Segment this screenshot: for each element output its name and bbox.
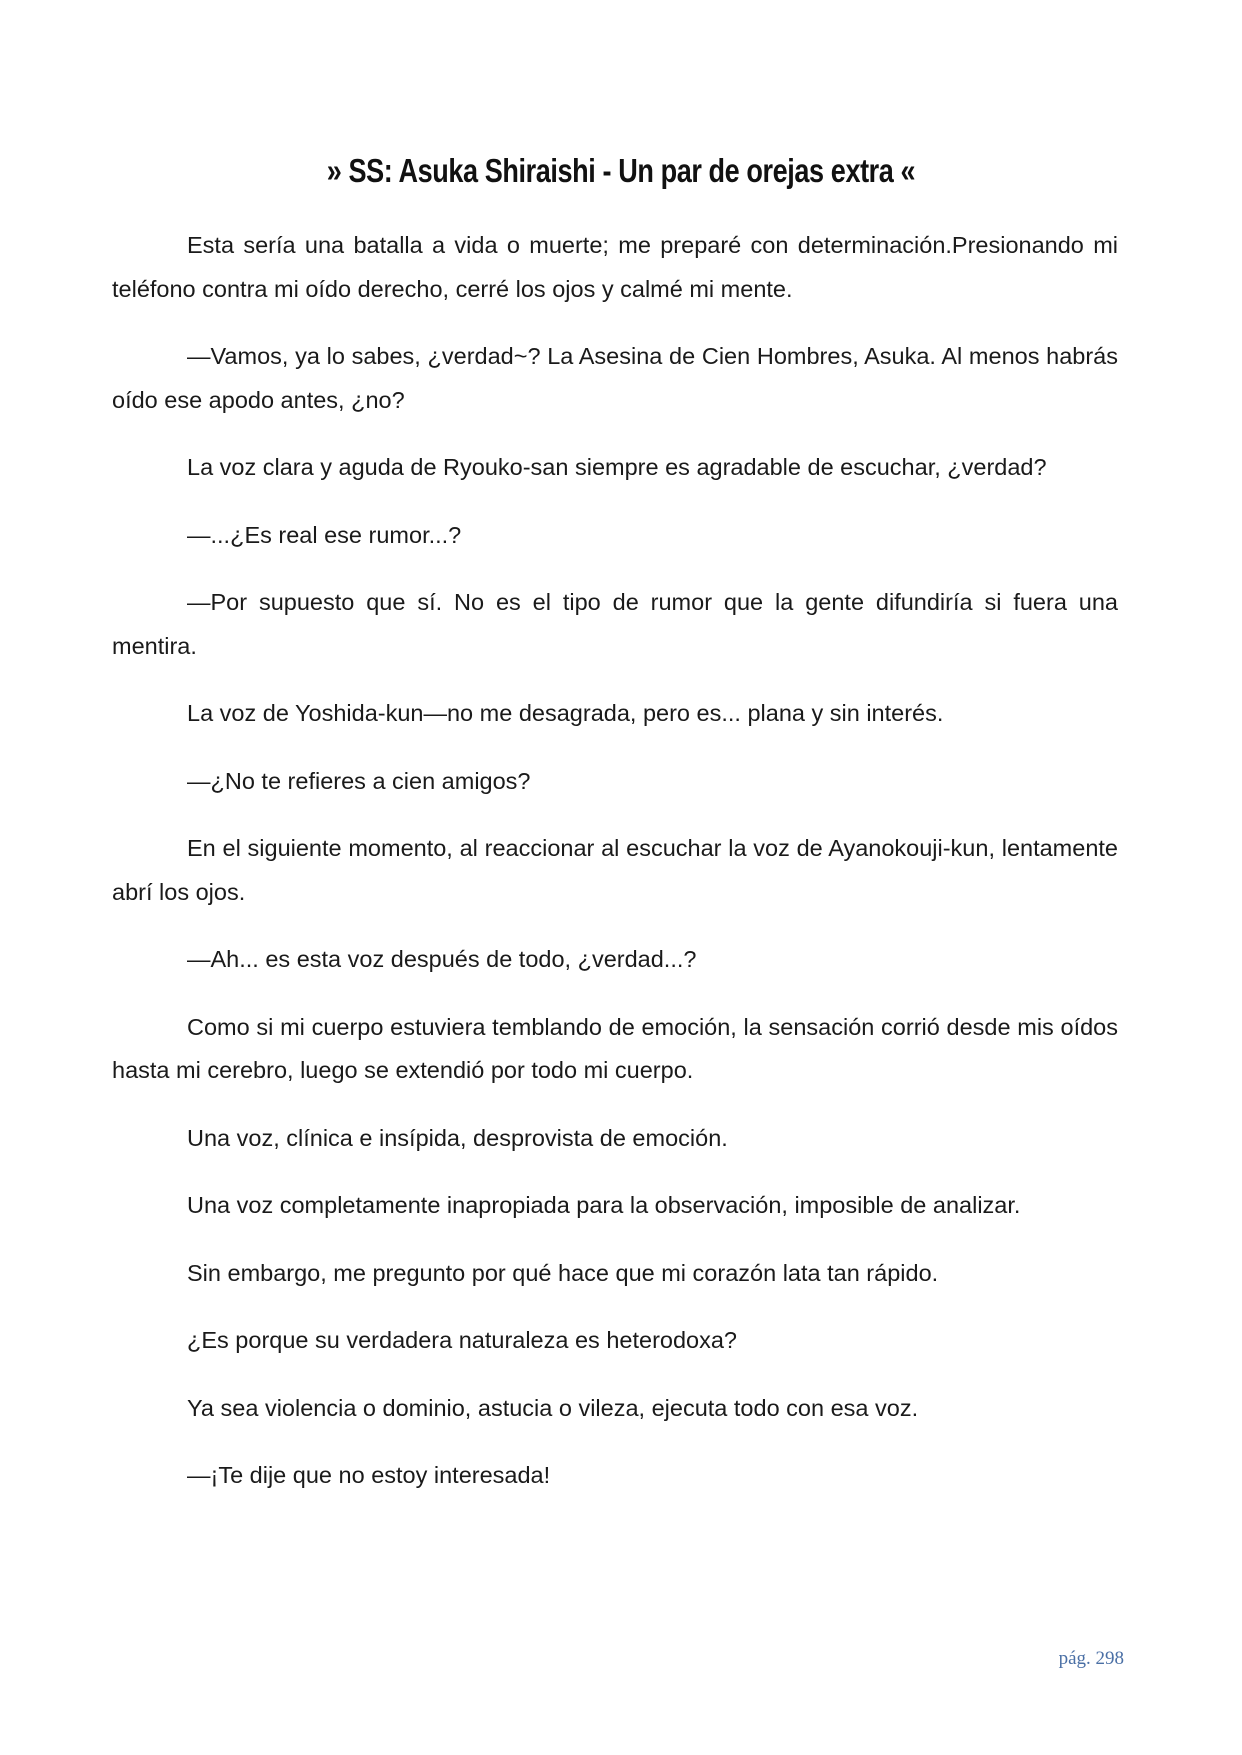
page-number: pág. 298 xyxy=(1058,1648,1124,1669)
paragraph: La voz de Yoshida-kun—no me desagrada, pero es... plana y sin interés. xyxy=(187,700,944,726)
paragraph: ¿Es porque su verdadera naturaleza es heterodoxa? xyxy=(187,1327,737,1353)
paragraph: —Vamos, ya lo sabes, ¿verdad~? La Asesina de Cien Hombres, Asuka. Al menos habrás oído ese apodo antes, ¿no? xyxy=(112,343,1118,413)
paragraph: La voz clara y aguda de Ryouko-san siempre es agradable de escuchar, ¿verdad? xyxy=(187,454,1047,480)
paragraph: —Por supuesto que sí. No es el tipo de rumor que la gente difundiría si fuera una mentira. xyxy=(112,589,1118,659)
paragraph: En el siguiente momento, al reaccionar al escuchar la voz de Ayanokouji-kun, lentamente abrí los ojos. xyxy=(112,835,1118,905)
paragraph: Una voz, clínica e insípida, desprovista de emoción. xyxy=(187,1124,728,1151)
paragraph: —¡Te dije que no estoy interesada! xyxy=(187,1462,551,1488)
paragraph: Esta sería una batalla a vida o muerte; me preparé con determinación.Presionando mi teléfono contra mi oído derecho, cerré los ojos y calmé mi mente. xyxy=(112,232,1118,302)
chapter-title: » SS: Asuka Shiraishi - Un par de orejas extra « xyxy=(326,152,916,189)
paragraph: Sin embargo, me pregunto por qué hace que mi corazón lata tan rápido. xyxy=(187,1259,939,1286)
chapter-body xyxy=(112,224,1118,1522)
paragraph: —Ah... es esta voz después de todo, ¿verdad...? xyxy=(187,946,697,972)
paragraph: —...¿Es real ese rumor...? xyxy=(187,521,462,548)
paragraph: Una voz completamente inapropiada para la observación, imposible de analizar. xyxy=(187,1192,1021,1218)
paragraph: Ya sea violencia o dominio, astucia o vileza, ejecuta todo con esa voz. xyxy=(187,1394,919,1421)
paragraph: Como si mi cuerpo estuviera temblando de emoción, la sensación corrió desde mis oídos hasta mi cerebro, luego se extendió por todo mi cuerpo. xyxy=(112,1013,1118,1083)
paragraph: —¿No te refieres a cien amigos? xyxy=(187,767,531,794)
